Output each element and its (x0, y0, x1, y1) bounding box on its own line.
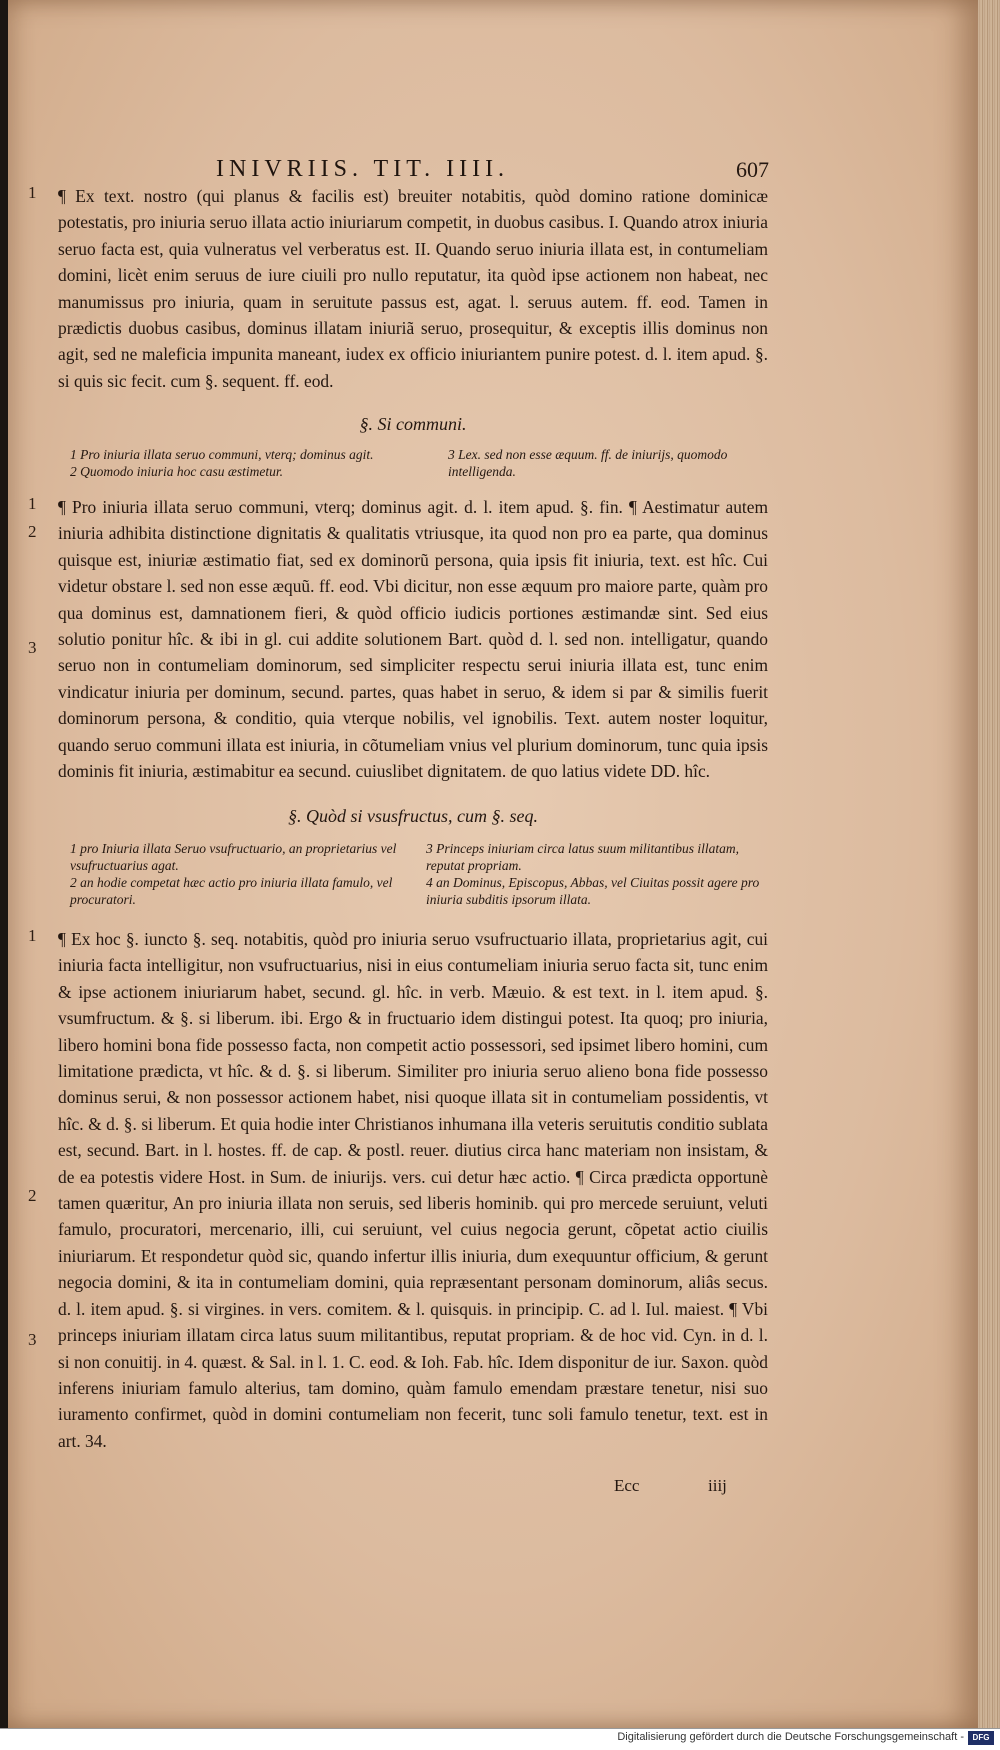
summary-item: 1 pro Iniuria illata Seruo vsufructuario, an proprietarius vel vsufructuarius agat. (70, 841, 397, 873)
dfg-logo: DFG (968, 1731, 994, 1745)
signature-number: iiij (708, 1476, 727, 1495)
summary-item: 1 Pro iniuria illata seruo communi, vterq; dominus agit. (70, 447, 374, 462)
summary-right-1 (448, 446, 768, 480)
margin-number: 3 (28, 638, 37, 657)
summary-item: 2 an hodie competat hæc actio pro iniuria illata famulo, vel procuratori. (70, 875, 393, 907)
margin-number: 1 (28, 183, 37, 202)
body-paragraph-2: ¶ Pro iniuria illata seruo communi, vterq; dominus agit. d. l. item apud. §. fin. ¶ Aestimatur autem iniuria adhibita distinctione dignitatis & qualitatis vtriusque, ita quod non pro ea parte, qua dominus quisque est, iniuriæ æstimatio fiat, sed ex dominorũ persona, quia ipsis fit iniuria, text. est hîc. Cui videtur obstare l. sed non esse æquũ. ff. eod. Vbi dicitur, non esse æquum pro maiore parte, quàm pro qua dominus est, damnationem fieri, & quòd officio iudicis portiones æstimandæ sint. Sed eius solutio ponitur hîc. & ibi in gl. cui addite solutionem Bart. quòd d. l. sed non. intelligatur, quando seruo non in contumeliam dominorum, sed simpliciter respectu serui iniuria illata est, tunc enim vindicatur iniuria per dominum, secund. partes, quas habet in seruo, & idem si par & similis fuerit dominorum persona, & conditio, quia vterque nobilis, vel ignobilis. Text. autem noster loquitur, quando seruo communi illata est iniuria, in cõtumeliam vnius vel plurium dominorum, tunc quia ipsis dominis fit iniuria, æstimabitur ea secund. cuiuslibet dignitatem. de quo latius videte DD. hîc. (58, 497, 768, 782)
summary-item: 3 Lex. sed non esse æquum. ff. de iniurijs, quomodo intelligenda. (448, 447, 728, 479)
signature-mark: Ecc (614, 1476, 640, 1495)
digitization-credit: Digitalisierung gefördert durch die Deutsche Forschungsgemeinschaft - (617, 1731, 964, 1743)
margin-number: 2 (28, 1186, 37, 1205)
body-paragraph-1: ¶ Ex text. nostro (qui planus & facilis est) breuiter notabitis, quòd domino ratione dominicæ potestatis, pro iniuria seruo illata actio iniuriarum competit, in duobus casibus. I. Quando atrox iniuria seruo facta est, quia vulneratus vel verberatus est. II. Quando seruo iniuria illata est, in contumeliam domini, licèt enim seruus de iure ciuili pro nullo reputatur, ita quòd ipse actionem non habeat, nec manumissus pro iniuria, quam in seruitute passus est, agat. l. seruus autem. ff. eod. Tamen in prædictis duobus casibus, dominus illatam iniuriã seruo, prosequitur, & exceptis illis dominus non agit, sed ne maleficia impunita maneant, iudex ex officio iniuriantem punire potest. d. l. item apud. §. si quis sic fecit. cum §. sequent. ff. eod. (58, 186, 768, 391)
section-heading-usufructus: §. Quòd si vsusfructus, cum §. seq. (288, 806, 538, 826)
summary-item: 4 an Dominus, Episcopus, Abbas, vel Ciuitas possit agere pro iniuria subditis ipsorum illata. (426, 875, 760, 907)
summary-left-2 (70, 840, 410, 908)
section-heading-si-communi: §. Si communi. (359, 414, 467, 434)
page-edge-stack (978, 0, 1000, 1728)
margin-number: 2 (28, 522, 37, 541)
margin-number: 1 (28, 494, 37, 513)
margin-number: 1 (28, 926, 37, 945)
body-paragraph-3: ¶ Ex hoc §. iuncto §. seq. notabitis, quòd pro iniuria seruo vsufructuario illata, proprietarius agit, cui iniuria facta intelligitur, non vsufructuarius, nisi in eius contumeliam iniuria seruo facta sit, tunc enim & ipse actionem iniuriarum habet, secund. gl. hîc. in verb. Mæuio. & est text. in l. item apud. §. vsumfructum. & §. si liberum. ibi. Ergo & in fructuario idem distingui potest. Ita quoq; pro iniuria, libero homini bona fide possesso facta, non competit actio possessori, sed ipsimet libero homini, cum limitatione prædicta, vt hîc. & d. §. si liberum. Similiter pro iniuria seruo alieno bona fide possesso dominus serui, & non possessor actionem habet, nisi quoque illata sit in contumeliam possidentis, vt hîc. & d. §. si liberum. Et quia hodie inter Christianos inhumana illa veteris seruitutis conditio sublata est, secund. Bart. in l. hostes. ff. de cap. & postl. reuer. diutius circa hanc materiam non insistam, & de ea potestis videre Host. in Sum. de iniurijs. vers. cui detur hæc actio. ¶ Circa prædicta opportunè tamen quæritur, An pro iniuria illata non seruis, sed liberis hominib. qui pro mercede seruiunt, veluti famulo, procuratori, mercenario, illi, cui seruiunt, vel cuius negocia gerunt, cõpetat actio ciuilis iniuriarum. Et respondetur quòd sic, quando infertur illis iniuria, dum exequuntur officium, & gerunt negocia domini, & ita in contumeliam domini, quia repræsentant personam dominorum, aliâs secus. d. l. item apud. §. si virgines. in vers. comitem. & l. quisquis. in principip. C. ad l. Iul. maiest. ¶ Vbi princeps iniuriam illatam circa latus suum militantibus, reputat propriam. & de hoc vid. Cyn. in d. l. si non conuitij. in 4. quæst. & Sal. in l. 1. C. eod. & Ioh. Fab. hîc. Idem disponitur de iur. Saxon. quòd inferens iniuriam famulo alterius, tam domino, quàm famulo emendam præstare tenetur, nisi suo iuramento confirmet, quòd in domini contumeliam non fecerit, tunc soli famulo tenetur, text. est in art. 34. (58, 929, 768, 1451)
summary-left-1 (70, 446, 405, 480)
folio-number: 607 (736, 157, 769, 182)
running-title: INIVRIIS. TIT. IIII. (216, 156, 510, 182)
summary-item: 3 Princeps iniuriam circa latus suum militantibus illatam, reputat propriam. (426, 841, 739, 873)
summary-item: 2 Quomodo iniuria hoc casu æstimetur. (70, 464, 284, 479)
margin-number: 3 (28, 1330, 37, 1349)
book-page (8, 0, 980, 1728)
summary-right-2 (426, 840, 768, 908)
